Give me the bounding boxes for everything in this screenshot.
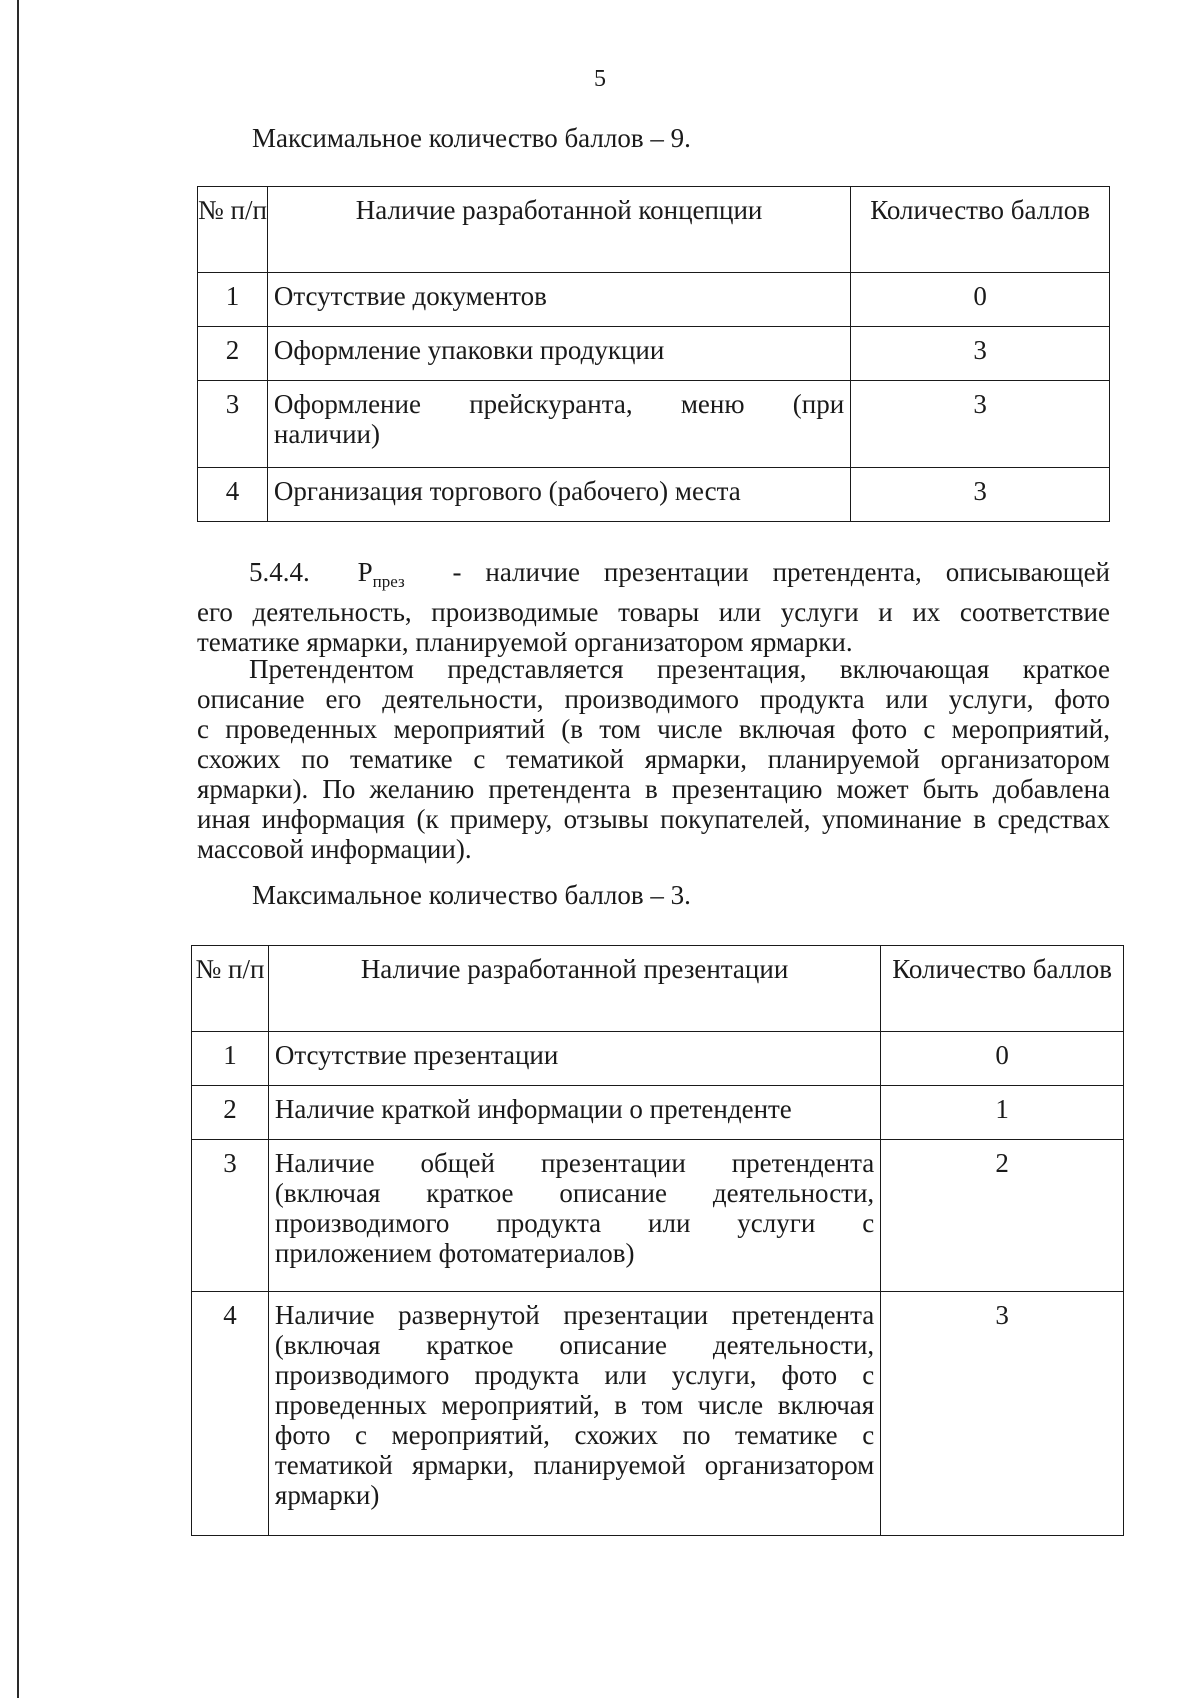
header-criterion: Наличие разработанной презентации (268, 946, 880, 1032)
row-points: 3 (851, 468, 1110, 522)
paragraph-line: массовой информации). (197, 834, 472, 864)
table-row (192, 1032, 1124, 1086)
row-points: 0 (881, 1032, 1124, 1086)
table-row (192, 1140, 1124, 1292)
criterion-line: наличии) (273, 419, 380, 449)
row-num: 3 (198, 381, 268, 468)
presentation-score-table (191, 945, 1124, 1536)
row-points: 2 (881, 1140, 1124, 1292)
criterion-line: Наличие общей презентации претендента (274, 1148, 875, 1178)
row-num: 1 (192, 1032, 269, 1086)
concept-score-table (197, 186, 1110, 522)
p-subscript: през (372, 572, 405, 591)
header-points: Количество баллов (851, 187, 1110, 273)
row-criterion (268, 1086, 880, 1140)
row-num: 2 (198, 327, 268, 381)
row-num: 1 (198, 273, 268, 327)
table-header-row (198, 187, 1110, 273)
header-points: Количество баллов (881, 946, 1124, 1032)
clause-line: тематике ярмарки, планируемой организатором ярмарки. (197, 627, 853, 657)
table-row (198, 273, 1110, 327)
clause-text: - наличие презентации претендента, описывающей (452, 557, 1111, 587)
paragraph-line: с проведенных мероприятий (в том числе включая фото с мероприятий, (197, 714, 1110, 744)
row-num: 4 (198, 468, 268, 522)
header-num: № п/п (192, 946, 269, 1032)
max-points-b: Максимальное количество баллов – 3. (252, 880, 691, 910)
criterion-line: Наличие краткой информации о претенденте (274, 1094, 792, 1124)
paragraph-line: схожих по тематике с тематикой ярмарки, планируемой организатором (197, 744, 1110, 774)
clause-number: 5.4.4. (249, 557, 310, 587)
table-row (198, 468, 1110, 522)
criterion-line: производимого продукта или услуги, фото с (274, 1360, 875, 1390)
page-number: 5 (594, 66, 606, 92)
paragraph-line: описание его деятельности, производимого продукта или услуги, фото (197, 684, 1110, 714)
row-criterion (268, 1032, 880, 1086)
row-points: 3 (881, 1292, 1124, 1536)
row-num: 2 (192, 1086, 269, 1140)
row-criterion: Отсутствие документов (267, 273, 850, 327)
row-points: 3 (851, 327, 1110, 381)
row-criterion (267, 381, 850, 468)
table-row (192, 1292, 1124, 1536)
table-header-row (192, 946, 1124, 1032)
max-points-a: Максимальное количество баллов – 9. (252, 123, 691, 153)
row-criterion (268, 1292, 880, 1536)
criterion-line: Оформление прейскуранта, меню (при (273, 389, 845, 419)
criterion-line: ярмарки) (274, 1480, 380, 1510)
row-points: 1 (881, 1086, 1124, 1140)
row-criterion: Организация торгового (рабочего) места (267, 468, 850, 522)
p-symbol: P (357, 557, 373, 587)
table-row (198, 327, 1110, 381)
criterion-line: производимого продукта или услуги с (274, 1208, 875, 1238)
row-criterion (268, 1140, 880, 1292)
table-row (192, 1086, 1124, 1140)
header-num: № п/п (198, 187, 268, 273)
criterion-line: тематикой ярмарки, планируемой организатором (274, 1450, 875, 1480)
clause-line: его деятельность, производимые товары или услуги и их соответствие (197, 597, 1110, 627)
paragraph-line: иная информация (к примеру, отзывы покупателей, упоминание в средствах (197, 804, 1110, 834)
paragraph-line: Претендентом представляется презентация, включающая краткое (249, 654, 1110, 684)
criterion-line: фото с мероприятий, схожих по тематике с (274, 1420, 875, 1450)
criterion-line: (включая краткое описание деятельности, (274, 1178, 875, 1208)
criterion-line: Отсутствие презентации (274, 1040, 559, 1070)
clause-first-line (197, 557, 1110, 597)
criterion-line: Наличие развернутой презентации претендента (274, 1300, 875, 1330)
criterion-line: (включая краткое описание деятельности, (274, 1330, 875, 1360)
header-criterion: Наличие разработанной концепции (267, 187, 850, 273)
presentation-paragraph (197, 654, 1110, 864)
row-points: 0 (851, 273, 1110, 327)
row-num: 4 (192, 1292, 269, 1536)
row-points: 3 (851, 381, 1110, 468)
row-num: 3 (192, 1140, 269, 1292)
clause-5-4-4 (197, 557, 1110, 657)
table-row (198, 381, 1110, 468)
paragraph-line: ярмарки). По желанию претендента в презентацию может быть добавлена (197, 774, 1110, 804)
criterion-line: приложением фотоматериалов) (274, 1238, 635, 1268)
page-edge-line (17, 0, 19, 1698)
row-criterion: Оформление упаковки продукции (267, 327, 850, 381)
criterion-line: проведенных мероприятий, в том числе включая (274, 1390, 875, 1420)
